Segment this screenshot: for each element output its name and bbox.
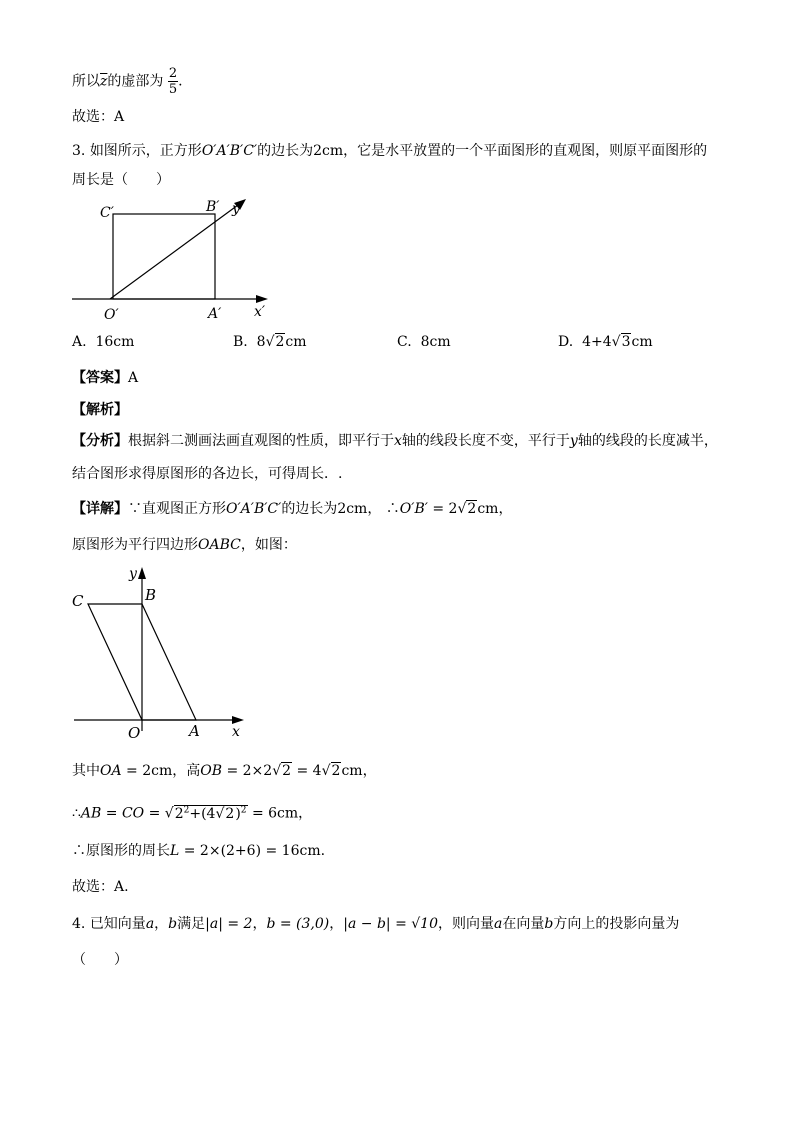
math: = 2 bbox=[427, 501, 458, 517]
text: ∵直观图正方形 bbox=[128, 501, 226, 517]
label-c: C bbox=[72, 592, 84, 610]
figure-parallelogram bbox=[66, 563, 256, 743]
math: OA bbox=[100, 763, 122, 779]
math: cm bbox=[341, 763, 363, 779]
math: b bbox=[168, 916, 178, 932]
math: |a| = 2 bbox=[205, 916, 253, 932]
math: O′A′B′C′ bbox=[201, 143, 258, 159]
label: 【分析】 bbox=[72, 433, 128, 449]
text: ，如图： bbox=[240, 537, 297, 553]
oa-line: 其中OA = 2cm，高OB = 2×2√2 = 4√2cm， bbox=[72, 763, 377, 779]
label: 【解析】 bbox=[72, 402, 128, 418]
text: . bbox=[178, 73, 183, 90]
text: 在向量 bbox=[502, 916, 545, 932]
text: ，则向量 bbox=[438, 916, 494, 932]
text: ， bbox=[298, 805, 313, 822]
text: ， bbox=[329, 916, 344, 932]
math: 2 bbox=[282, 763, 292, 779]
text: 所以 bbox=[72, 73, 100, 90]
text: ∴ bbox=[72, 805, 81, 822]
math: +(4 bbox=[189, 805, 216, 822]
choice-line-2: 故选：A. bbox=[72, 879, 129, 895]
text: 其中 bbox=[72, 763, 100, 779]
math: x bbox=[394, 433, 402, 449]
math: O′B′ bbox=[399, 501, 428, 517]
math: OB bbox=[200, 763, 223, 779]
math: = 2×2 bbox=[222, 763, 273, 779]
label-x: x bbox=[232, 724, 240, 740]
math: 4+4 bbox=[582, 334, 612, 350]
choice-line: 故选：A bbox=[72, 109, 125, 125]
label-x: x′ bbox=[254, 304, 266, 320]
radicand: $2^2+(4√2)^2$ bbox=[174, 805, 247, 822]
text: 根据斜二测画法画直观图的性质，即平行于 bbox=[128, 433, 394, 449]
text: 如图所示，正方形 bbox=[89, 143, 202, 159]
math: 2 bbox=[275, 334, 285, 350]
text: 原图形为平行四边形 bbox=[72, 537, 198, 553]
text: ， bbox=[498, 501, 513, 517]
text: 已知向量 bbox=[89, 916, 146, 932]
label-y: y bbox=[129, 566, 137, 582]
perimeter-line bbox=[72, 841, 325, 861]
label-o: O′ bbox=[104, 307, 119, 323]
text: 轴的线段的长度减半， bbox=[577, 433, 718, 449]
choice-key: B. bbox=[233, 334, 248, 350]
choice-d[interactable]: D. 4+4√3cm bbox=[558, 334, 653, 350]
question-number: 4. bbox=[72, 916, 86, 932]
question-4-line-1 bbox=[72, 914, 679, 934]
math: cm bbox=[285, 334, 307, 350]
choice-a[interactable] bbox=[72, 332, 134, 352]
math: a bbox=[145, 916, 155, 932]
label-y: y′ bbox=[232, 201, 244, 217]
orig-line bbox=[72, 535, 297, 555]
z-conjugate: $\overline{z}$ bbox=[100, 73, 108, 90]
text: . bbox=[320, 843, 326, 859]
math: AB = CO = bbox=[80, 805, 165, 822]
math: OABC bbox=[198, 537, 241, 553]
math: 2 bbox=[225, 805, 235, 822]
choice-value: 8cm bbox=[420, 334, 451, 350]
fraction bbox=[168, 66, 178, 97]
xiangjie-line: 【详解】∵直观图正方形O′A′B′C′的边长为2cm， ∴O′B′ = 2√2cm， bbox=[72, 501, 513, 517]
math: 2 bbox=[174, 805, 184, 822]
math: b bbox=[544, 916, 554, 932]
label-b: B bbox=[145, 586, 157, 604]
question-3-line-1 bbox=[72, 141, 707, 161]
math: 2 bbox=[467, 501, 477, 517]
text: 方向上的投影向量为 bbox=[553, 916, 680, 932]
math: cm bbox=[631, 334, 653, 350]
text: ，高 bbox=[172, 763, 201, 779]
choice-c[interactable] bbox=[397, 332, 451, 352]
question-4-line-2: （ ） bbox=[72, 952, 128, 968]
text: ∴ bbox=[385, 501, 400, 517]
answer-value: A bbox=[128, 370, 139, 386]
math: 2 bbox=[331, 763, 341, 779]
math: 8 bbox=[256, 334, 266, 350]
math: = 2cm bbox=[121, 763, 173, 779]
conclusion-line bbox=[72, 66, 183, 97]
figure-oblique-square bbox=[70, 194, 280, 324]
ab-line: ∴AB = CO = $√2^2+(4√2)^2 = 6cm$， bbox=[72, 805, 313, 822]
denominator: 5 bbox=[168, 82, 178, 97]
answer-line bbox=[72, 368, 138, 388]
label-o: O bbox=[128, 724, 141, 742]
fenxi-line-1 bbox=[72, 431, 718, 451]
choice-key: D. bbox=[558, 334, 574, 350]
text: 满足 bbox=[177, 916, 206, 932]
math: cm bbox=[477, 501, 499, 517]
text: ， bbox=[154, 916, 169, 932]
math: 2cm bbox=[337, 501, 368, 517]
math: 3 bbox=[621, 334, 631, 350]
fenxi-line-2: 结合图形求得原图形的各边长，可得周长．. bbox=[72, 466, 343, 482]
label-c: C′ bbox=[100, 205, 114, 221]
exponent: 2 bbox=[240, 805, 247, 815]
math: |a − b| = √10 bbox=[343, 916, 438, 932]
math: b = (3,0) bbox=[266, 916, 330, 932]
math: y bbox=[569, 433, 578, 449]
choice-value: 16cm bbox=[95, 334, 135, 350]
text: 的边长为 bbox=[281, 501, 338, 517]
text: 的虚部为 bbox=[107, 73, 164, 90]
text: ，它是水平放置的一个平面图形的直观图，则原平面图形的 bbox=[343, 143, 708, 159]
choice-key: A. bbox=[72, 334, 87, 350]
question-number: 3. bbox=[72, 143, 86, 159]
label-a: A′ bbox=[208, 306, 222, 322]
text: ， bbox=[367, 501, 382, 517]
choice-b[interactable]: B. 8√2cm bbox=[233, 334, 307, 350]
text: 的边长为 bbox=[257, 143, 314, 159]
math: O′A′B′C′ bbox=[226, 501, 282, 517]
analysis-label bbox=[72, 400, 128, 420]
text: ∴原图形的周长 bbox=[72, 843, 170, 859]
math: L bbox=[170, 843, 180, 859]
math: a bbox=[494, 916, 503, 932]
label: 【详解】 bbox=[72, 501, 128, 517]
math: = 6cm bbox=[247, 805, 299, 822]
text: ， bbox=[362, 763, 377, 779]
math: ) bbox=[235, 805, 241, 822]
math: = 4 bbox=[292, 763, 322, 779]
label-b: B′ bbox=[206, 199, 220, 215]
text: 轴的线段长度不变，平行于 bbox=[401, 433, 570, 449]
text: ， bbox=[252, 916, 267, 932]
choice-key: C. bbox=[397, 334, 412, 350]
label: 【答案】 bbox=[72, 370, 128, 386]
question-3-line-2: 周长是（ ） bbox=[72, 172, 170, 188]
math: 2cm bbox=[313, 143, 344, 159]
numerator: 2 bbox=[168, 66, 178, 81]
label-a: A bbox=[189, 722, 200, 740]
math: = 2×(2+6) = 16cm bbox=[179, 843, 321, 859]
exponent: 2 bbox=[183, 805, 190, 815]
